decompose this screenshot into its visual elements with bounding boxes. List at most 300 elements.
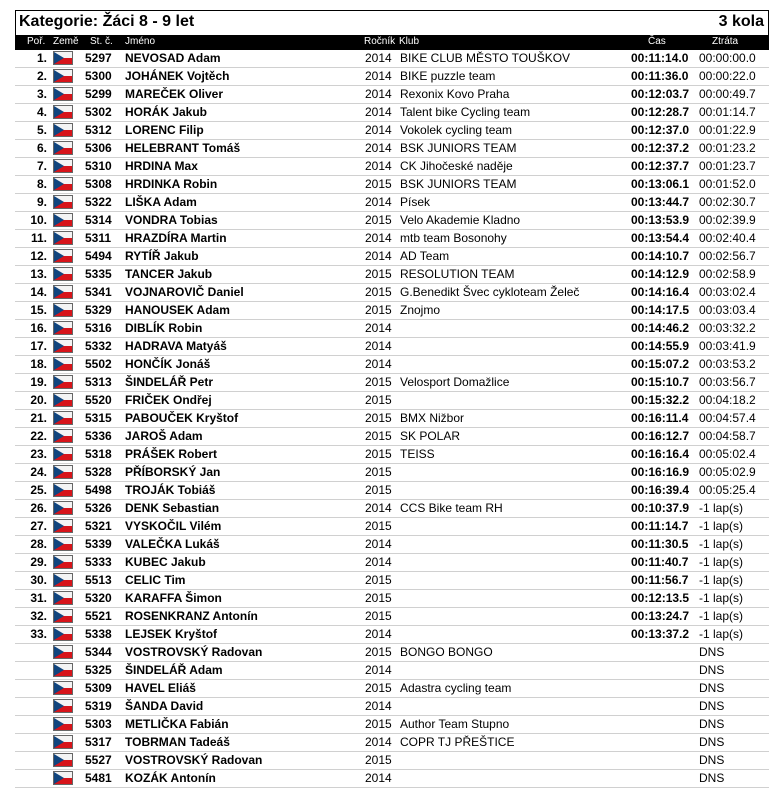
czech-flag-icon <box>53 267 73 281</box>
header-country: Země <box>53 36 79 47</box>
time: 00:12:03.7 <box>631 87 690 101</box>
czech-flag-icon <box>53 627 73 641</box>
position: 9. <box>36 195 47 209</box>
start-number: 5308 <box>85 177 112 191</box>
results-sheet <box>15 10 769 788</box>
table-row <box>15 248 769 266</box>
gap: 00:03:03.4 <box>699 303 756 317</box>
birth-year: 2015 <box>365 267 392 281</box>
birth-year: 2014 <box>365 321 392 335</box>
rider-name: HRDINKA Robin <box>125 177 218 191</box>
start-number: 5321 <box>85 519 112 533</box>
table-header <box>15 35 769 50</box>
start-number: 5299 <box>85 87 112 101</box>
czech-flag-icon <box>53 411 73 425</box>
table-row <box>15 518 769 536</box>
rider-name: RYTÍŘ Jakub <box>125 249 199 263</box>
time: 00:11:30.5 <box>631 537 689 551</box>
gap: 00:02:56.7 <box>699 249 756 263</box>
time: 00:14:55.9 <box>631 339 690 353</box>
start-number: 5311 <box>85 231 112 245</box>
table-row <box>15 68 769 86</box>
club: AD Team <box>400 249 450 263</box>
table-row <box>15 356 769 374</box>
czech-flag-icon <box>53 519 73 533</box>
time: 00:12:37.2 <box>631 141 690 155</box>
gap: DNS <box>699 771 725 785</box>
start-number: 5513 <box>85 573 112 587</box>
start-number: 5297 <box>85 51 112 65</box>
table-row <box>15 446 769 464</box>
birth-year: 2015 <box>365 177 392 191</box>
rider-name: KUBEC Jakub <box>125 555 206 569</box>
czech-flag-icon <box>53 249 73 263</box>
start-number: 5322 <box>85 195 112 209</box>
gap: -1 lap(s) <box>699 519 744 533</box>
position: 21. <box>30 411 47 425</box>
start-number: 5306 <box>85 141 112 155</box>
club: CCS Bike team RH <box>400 501 503 515</box>
gap: 00:03:41.9 <box>699 339 756 353</box>
rider-name: PRÁŠEK Robert <box>125 447 218 461</box>
category-title: Kategorie: Žáci 8 - 9 let <box>19 13 195 30</box>
table-row <box>15 770 769 788</box>
czech-flag-icon <box>53 231 73 245</box>
czech-flag-icon <box>53 717 73 731</box>
club: Velo Akademie Kladno <box>400 213 521 227</box>
birth-year: 2014 <box>365 105 392 119</box>
gap: 00:01:23.7 <box>699 159 756 173</box>
birth-year: 2014 <box>365 627 392 641</box>
gap: 00:03:53.2 <box>699 357 756 371</box>
time: 00:11:40.7 <box>631 555 689 569</box>
table-row <box>15 212 769 230</box>
start-number: 5328 <box>85 465 112 479</box>
header-name: Jméno <box>125 36 156 47</box>
start-number: 5335 <box>85 267 112 281</box>
club: BSK JUNIORS TEAM <box>400 177 517 191</box>
birth-year: 2014 <box>365 537 392 551</box>
czech-flag-icon <box>53 303 73 317</box>
rider-name: HANOUSEK Adam <box>125 303 230 317</box>
start-number: 5521 <box>85 609 112 623</box>
time: 00:15:10.7 <box>631 375 690 389</box>
start-number: 5319 <box>85 699 112 713</box>
table-row <box>15 338 769 356</box>
table-row <box>15 428 769 446</box>
club: TEISS <box>400 447 435 461</box>
czech-flag-icon <box>53 663 73 677</box>
club: Písek <box>400 195 431 209</box>
position: 4. <box>36 105 47 119</box>
rider-name: ŠINDELÁŘ Adam <box>125 663 223 677</box>
birth-year: 2015 <box>365 609 392 623</box>
position: 11. <box>30 231 47 245</box>
club: BSK JUNIORS TEAM <box>400 141 517 155</box>
table-row <box>15 698 769 716</box>
birth-year: 2015 <box>365 213 392 227</box>
rider-name: ŠINDELÁŘ Petr <box>125 375 214 389</box>
position: 33. <box>30 627 47 641</box>
club: RESOLUTION TEAM <box>400 267 515 281</box>
czech-flag-icon <box>53 537 73 551</box>
results-table-body <box>15 50 769 788</box>
czech-flag-icon <box>53 375 73 389</box>
czech-flag-icon <box>53 357 73 371</box>
club: Rexonix Kovo Praha <box>400 87 510 101</box>
header-year: Ročník <box>364 36 396 47</box>
position: 30. <box>30 573 47 587</box>
club: mtb team Bosonohy <box>400 231 507 245</box>
time: 00:13:24.7 <box>631 609 690 623</box>
time: 00:12:28.7 <box>631 105 690 119</box>
birth-year: 2014 <box>365 87 392 101</box>
gap: 00:01:22.9 <box>699 123 756 137</box>
start-number: 5481 <box>85 771 112 785</box>
czech-flag-icon <box>53 555 73 569</box>
table-row <box>15 608 769 626</box>
gap: DNS <box>699 645 725 659</box>
start-number: 5309 <box>85 681 112 695</box>
rider-name: HRDINA Max <box>125 159 198 173</box>
start-number: 5313 <box>85 375 112 389</box>
gap: 00:02:30.7 <box>699 195 756 209</box>
rider-name: HRAZDÍRA Martin <box>125 231 227 245</box>
rider-name: VYSKOČIL Vilém <box>125 519 222 533</box>
birth-year: 2015 <box>365 591 392 605</box>
club: Vokolek cycling team <box>400 123 513 137</box>
gap: 00:04:18.2 <box>699 393 756 407</box>
czech-flag-icon <box>53 51 73 65</box>
table-row <box>15 572 769 590</box>
table-row <box>15 374 769 392</box>
birth-year: 2015 <box>365 447 392 461</box>
czech-flag-icon <box>53 393 73 407</box>
start-number: 5326 <box>85 501 112 515</box>
table-row <box>15 140 769 158</box>
club: Velosport Domažlice <box>400 375 510 389</box>
time: 00:15:32.2 <box>631 393 690 407</box>
table-row <box>15 752 769 770</box>
rider-name: VOSTROVSKÝ Radovan <box>125 753 263 767</box>
czech-flag-icon <box>53 573 73 587</box>
time: 00:11:14.0 <box>631 51 689 65</box>
birth-year: 2014 <box>365 339 392 353</box>
gap: 00:01:14.7 <box>699 105 756 119</box>
table-row <box>15 626 769 644</box>
table-row <box>15 680 769 698</box>
time: 00:16:39.4 <box>631 483 690 497</box>
gap: -1 lap(s) <box>699 591 744 605</box>
header-time: Čas <box>648 36 666 47</box>
gap: 00:03:56.7 <box>699 375 756 389</box>
time: 00:16:16.9 <box>631 465 690 479</box>
position: 7. <box>36 159 47 173</box>
gap: -1 lap(s) <box>699 609 744 623</box>
title-bar <box>15 10 769 35</box>
gap: 00:02:58.9 <box>699 267 756 281</box>
birth-year: 2014 <box>365 51 392 65</box>
time: 00:12:37.0 <box>631 123 690 137</box>
start-number: 5333 <box>85 555 112 569</box>
czech-flag-icon <box>53 285 73 299</box>
rider-name: METLIČKA Fabián <box>125 717 229 731</box>
gap: DNS <box>699 681 725 695</box>
time: 00:16:12.7 <box>631 429 690 443</box>
position: 16. <box>30 321 47 335</box>
time: 00:13:06.1 <box>631 177 690 191</box>
czech-flag-icon <box>53 735 73 749</box>
gap: 00:05:25.4 <box>699 483 756 497</box>
birth-year: 2015 <box>365 429 392 443</box>
time: 00:11:36.0 <box>631 69 689 83</box>
start-number: 5320 <box>85 591 112 605</box>
table-row <box>15 464 769 482</box>
position: 2. <box>36 69 47 83</box>
birth-year: 2015 <box>365 645 392 659</box>
gap: 00:00:22.0 <box>699 69 756 83</box>
time: 00:11:56.7 <box>631 573 689 587</box>
rider-name: DENK Sebastian <box>125 501 220 515</box>
rider-name: ŠANDA David <box>125 699 204 713</box>
birth-year: 2015 <box>365 717 392 731</box>
gap: 00:01:52.0 <box>699 177 756 191</box>
start-number: 5332 <box>85 339 112 353</box>
table-row <box>15 230 769 248</box>
rider-name: FRIČEK Ondřej <box>125 393 212 407</box>
start-number: 5527 <box>85 753 112 767</box>
club: G.Benedikt Švec cykloteam Želeč <box>400 285 580 299</box>
gap: 00:03:02.4 <box>699 285 756 299</box>
rider-name: VOSTROVSKÝ Radovan <box>125 645 263 659</box>
start-number: 5325 <box>85 663 112 677</box>
table-row <box>15 644 769 662</box>
gap: -1 lap(s) <box>699 501 744 515</box>
birth-year: 2014 <box>365 231 392 245</box>
rider-name: DIBLÍK Robin <box>125 321 203 335</box>
rider-name: CELIC Tim <box>125 573 186 587</box>
rider-name: JOHÁNEK Vojtěch <box>125 69 230 83</box>
birth-year: 2015 <box>365 681 392 695</box>
czech-flag-icon <box>53 591 73 605</box>
club: BIKE CLUB MĚSTO TOUŠKOV <box>400 51 571 65</box>
rider-name: HAVEL Eliáš <box>125 681 196 695</box>
czech-flag-icon <box>53 609 73 623</box>
table-row <box>15 392 769 410</box>
time: 00:13:44.7 <box>631 195 690 209</box>
gap: 00:05:02.9 <box>699 465 756 479</box>
start-number: 5498 <box>85 483 112 497</box>
birth-year: 2015 <box>365 303 392 317</box>
czech-flag-icon <box>53 681 73 695</box>
club: CK Jihočeské naděje <box>400 159 513 173</box>
time: 00:14:46.2 <box>631 321 690 335</box>
birth-year: 2014 <box>365 69 392 83</box>
gap: -1 lap(s) <box>699 555 744 569</box>
time: 00:11:14.7 <box>631 519 689 533</box>
birth-year: 2015 <box>365 285 392 299</box>
club: BIKE puzzle team <box>400 69 496 83</box>
czech-flag-icon <box>53 195 73 209</box>
time: 00:10:37.9 <box>631 501 690 515</box>
start-number: 5336 <box>85 429 112 443</box>
gap: 00:05:02.4 <box>699 447 756 461</box>
birth-year: 2015 <box>365 753 392 767</box>
start-number: 5494 <box>85 249 112 263</box>
start-number: 5303 <box>85 717 112 731</box>
club: Talent bike Cycling team <box>400 105 531 119</box>
position: 15. <box>30 303 47 317</box>
birth-year: 2015 <box>365 465 392 479</box>
position: 29. <box>30 555 47 569</box>
birth-year: 2014 <box>365 699 392 713</box>
czech-flag-icon <box>53 321 73 335</box>
table-row <box>15 158 769 176</box>
table-row <box>15 482 769 500</box>
birth-year: 2014 <box>365 501 392 515</box>
czech-flag-icon <box>53 105 73 119</box>
rider-name: ROSENKRANZ Antonín <box>125 609 258 623</box>
rider-name: HORÁK Jakub <box>125 105 208 119</box>
birth-year: 2014 <box>365 663 392 677</box>
czech-flag-icon <box>53 177 73 191</box>
position: 19. <box>30 375 47 389</box>
rounds-count: 3 kola <box>718 13 764 30</box>
start-number: 5341 <box>85 285 112 299</box>
time: 00:16:16.4 <box>631 447 690 461</box>
club: Adastra cycling team <box>400 681 512 695</box>
start-number: 5344 <box>85 645 112 659</box>
time: 00:14:10.7 <box>631 249 690 263</box>
gap: 00:00:49.7 <box>699 87 756 101</box>
rider-name: TROJÁK Tobiáš <box>125 483 216 497</box>
rider-name: VONDRA Tobias <box>125 213 218 227</box>
czech-flag-icon <box>53 771 73 785</box>
birth-year: 2015 <box>365 375 392 389</box>
birth-year: 2014 <box>365 123 392 137</box>
start-number: 5310 <box>85 159 112 173</box>
table-row <box>15 50 769 68</box>
time: 00:12:37.7 <box>631 159 690 173</box>
czech-flag-icon <box>53 645 73 659</box>
czech-flag-icon <box>53 447 73 461</box>
rider-name: NEVOSAD Adam <box>125 51 221 65</box>
czech-flag-icon <box>53 87 73 101</box>
czech-flag-icon <box>53 501 73 515</box>
gap: -1 lap(s) <box>699 573 744 587</box>
czech-flag-icon <box>53 753 73 767</box>
gap: 00:02:40.4 <box>699 231 756 245</box>
gap: 00:04:57.4 <box>699 411 756 425</box>
birth-year: 2014 <box>365 735 392 749</box>
start-number: 5339 <box>85 537 112 551</box>
gap: DNS <box>699 717 725 731</box>
time: 00:13:37.2 <box>631 627 690 641</box>
club: BMX Nižbor <box>400 411 465 425</box>
position: 20. <box>30 393 47 407</box>
position: 27. <box>30 519 47 533</box>
club: COPR TJ PŘEŠTICE <box>400 735 515 749</box>
rider-name: LORENC Filip <box>125 123 204 137</box>
table-row <box>15 176 769 194</box>
rider-name: VALEČKA Lukáš <box>125 537 220 551</box>
table-row <box>15 500 769 518</box>
czech-flag-icon <box>53 123 73 137</box>
time: 00:13:54.4 <box>631 231 690 245</box>
czech-flag-icon <box>53 699 73 713</box>
rider-name: HONČÍK Jonáš <box>125 357 211 371</box>
birth-year: 2014 <box>365 249 392 263</box>
table-row <box>15 122 769 140</box>
position: 23. <box>30 447 47 461</box>
start-number: 5338 <box>85 627 112 641</box>
position: 25. <box>30 483 47 497</box>
time: 00:14:17.5 <box>631 303 690 317</box>
gap: -1 lap(s) <box>699 537 744 551</box>
rider-name: PABOUČEK Kryštof <box>125 411 239 425</box>
rider-name: TANCER Jakub <box>125 267 213 281</box>
rider-name: KARAFFA Šimon <box>125 591 222 605</box>
club: BONGO BONGO <box>400 645 493 659</box>
rider-name: VOJNAROVIČ Daniel <box>125 285 244 299</box>
position: 5. <box>36 123 47 137</box>
start-number: 5312 <box>85 123 112 137</box>
czech-flag-icon <box>53 141 73 155</box>
header-gap: Ztráta <box>712 36 739 47</box>
rider-name: KOZÁK Antonín <box>125 771 216 785</box>
position: 28. <box>30 537 47 551</box>
header-bib: St. č. <box>90 36 113 47</box>
birth-year: 2014 <box>365 141 392 155</box>
rider-name: TOBRMAN Tadeáš <box>125 735 230 749</box>
start-number: 5300 <box>85 69 112 83</box>
header-pos: Poř. <box>27 36 46 47</box>
gap: DNS <box>699 699 725 713</box>
gap: DNS <box>699 663 725 677</box>
rider-name: HELEBRANT Tomáš <box>125 141 241 155</box>
gap: 00:00:00.0 <box>699 51 756 65</box>
rider-name: PŘÍBORSKÝ Jan <box>125 465 221 479</box>
gap: 00:01:23.2 <box>699 141 756 155</box>
czech-flag-icon <box>53 69 73 83</box>
position: 32. <box>30 609 47 623</box>
time: 00:14:12.9 <box>631 267 690 281</box>
birth-year: 2015 <box>365 411 392 425</box>
birth-year: 2015 <box>365 573 392 587</box>
time: 00:14:16.4 <box>631 285 690 299</box>
position: 22. <box>30 429 47 443</box>
position: 18. <box>30 357 47 371</box>
table-row <box>15 662 769 680</box>
table-row <box>15 734 769 752</box>
time: 00:15:07.2 <box>631 357 690 371</box>
position: 1. <box>36 51 47 65</box>
position: 31. <box>30 591 47 605</box>
time: 00:13:53.9 <box>631 213 690 227</box>
start-number: 5316 <box>85 321 112 335</box>
start-number: 5314 <box>85 213 112 227</box>
time: 00:16:11.4 <box>631 411 689 425</box>
position: 10. <box>30 213 47 227</box>
position: 6. <box>36 141 47 155</box>
gap: 00:02:39.9 <box>699 213 756 227</box>
czech-flag-icon <box>53 429 73 443</box>
birth-year: 2015 <box>365 519 392 533</box>
club: SK POLAR <box>400 429 461 443</box>
start-number: 5520 <box>85 393 112 407</box>
gap: DNS <box>699 735 725 749</box>
start-number: 5318 <box>85 447 112 461</box>
